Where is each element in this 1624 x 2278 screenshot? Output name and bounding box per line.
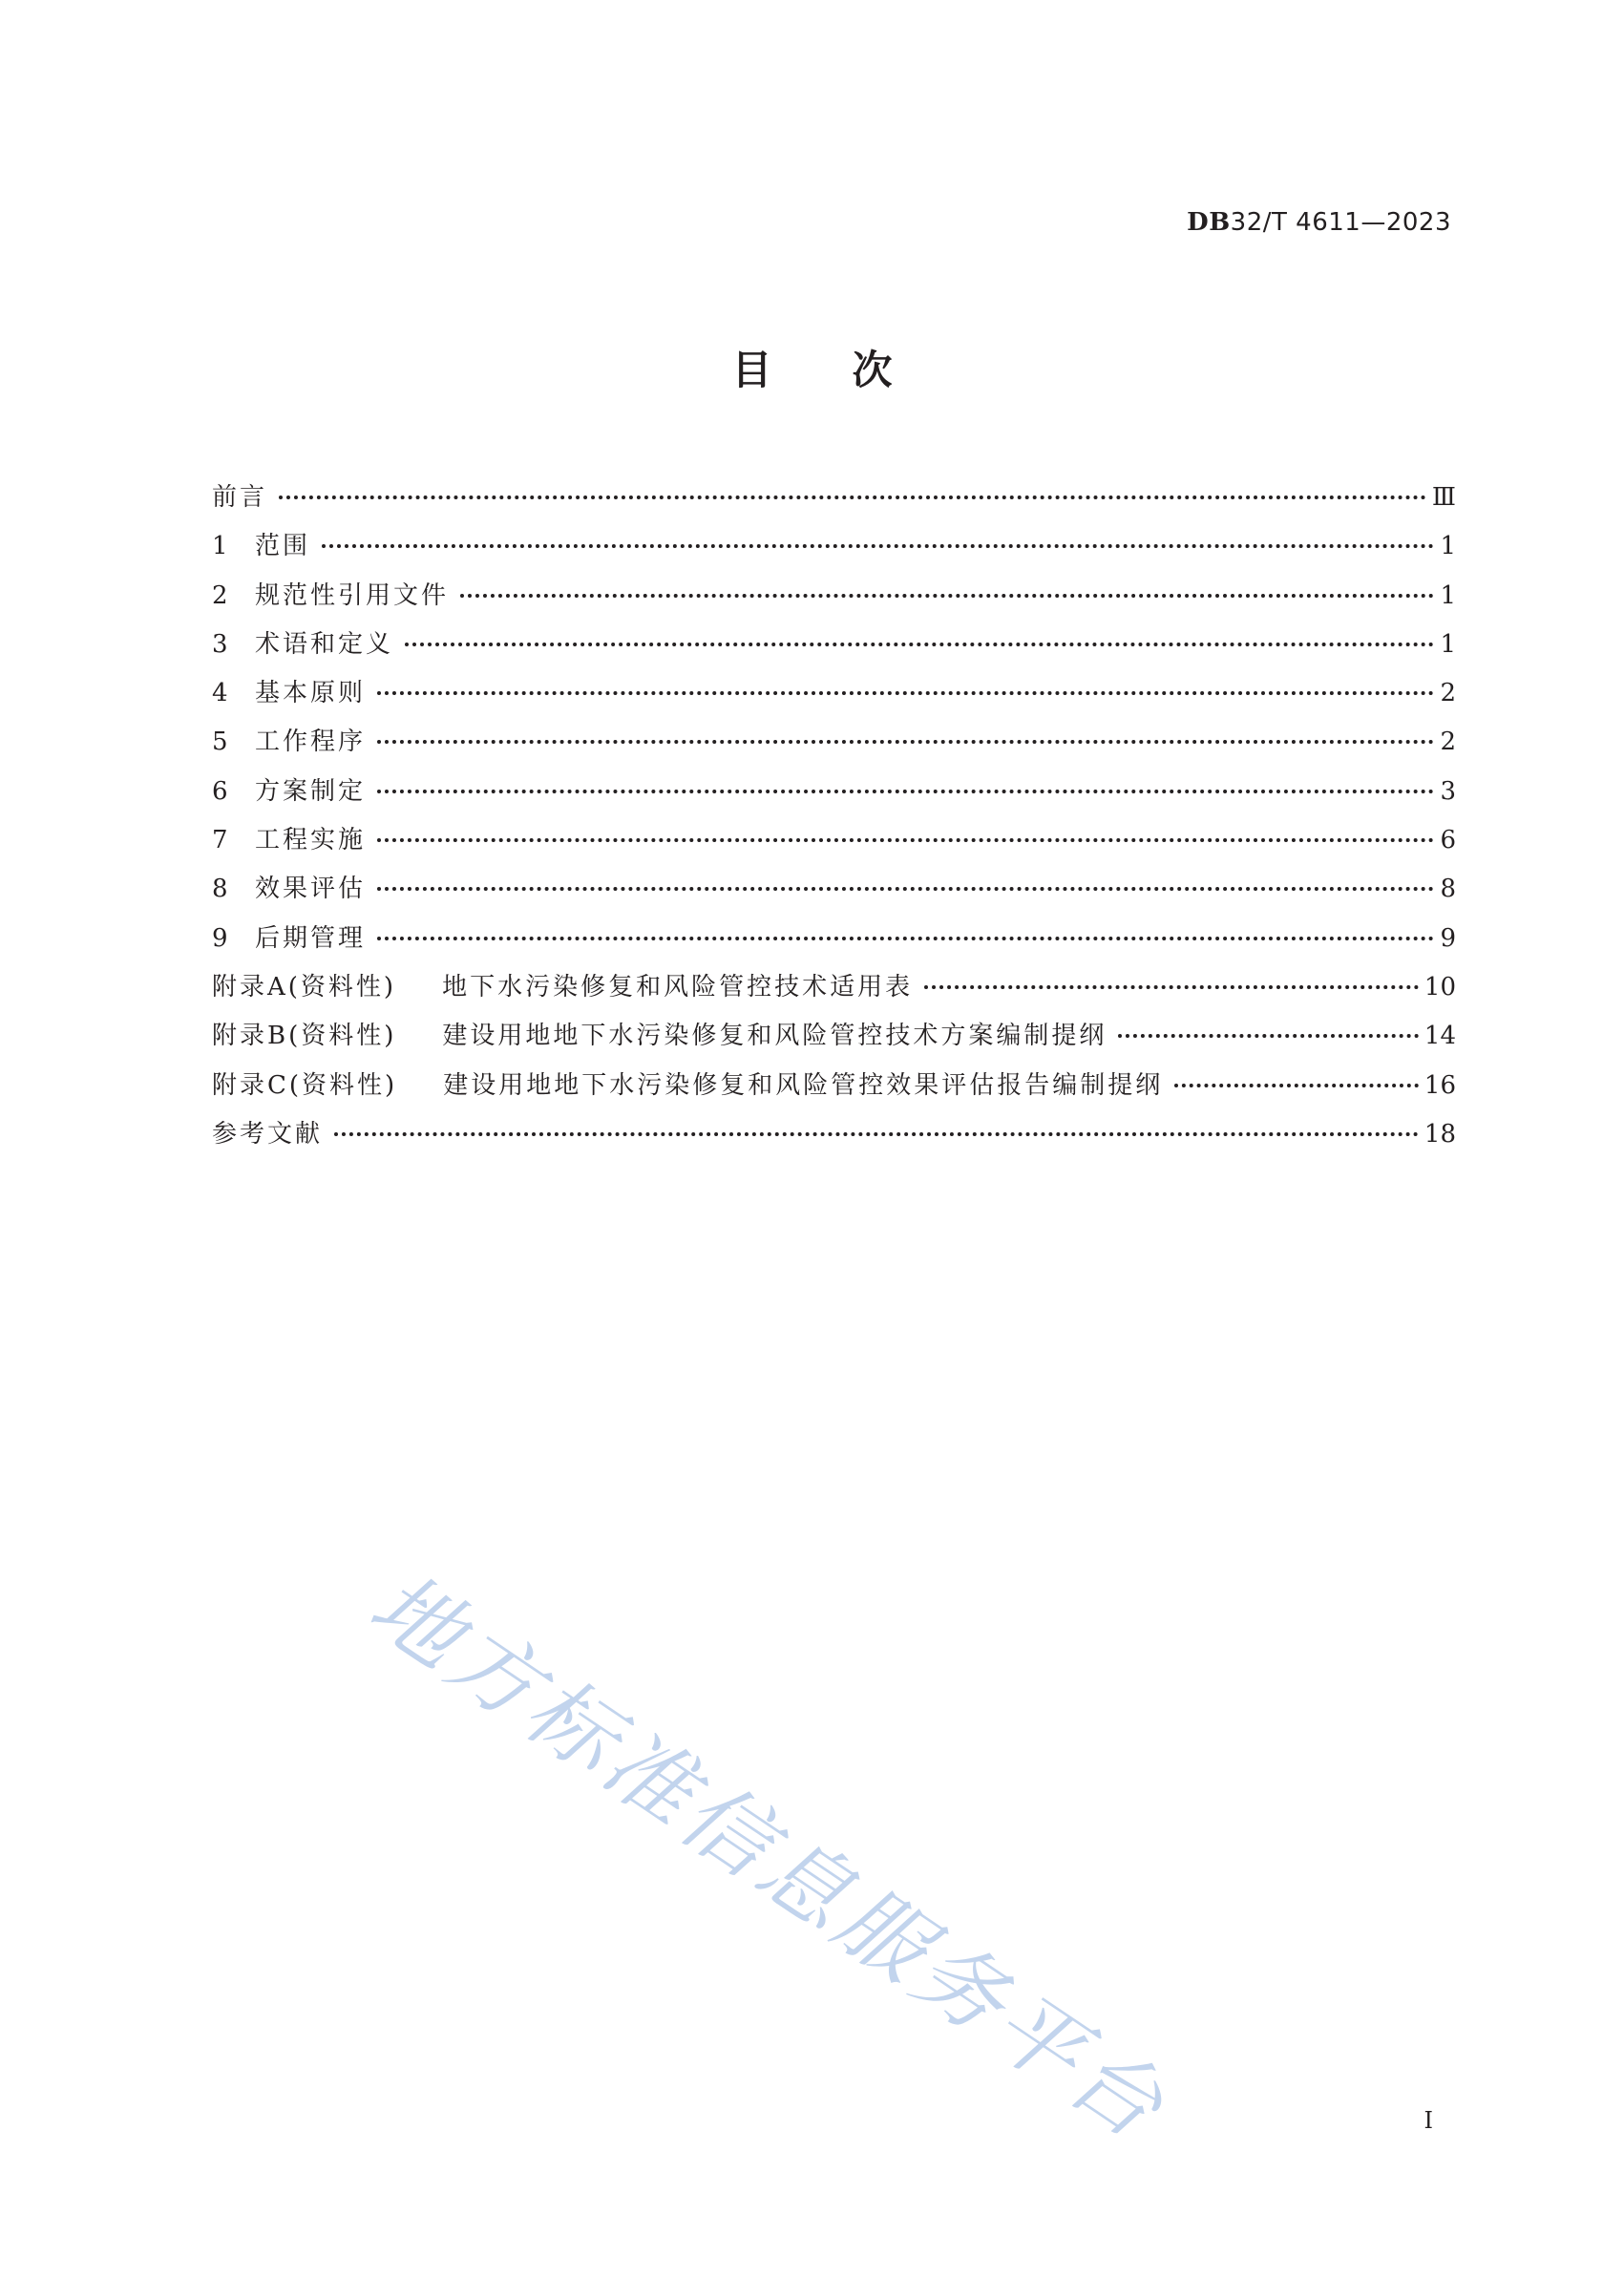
toc-entry[interactable] — [212, 673, 1456, 722]
page-title: 目次 — [731, 347, 973, 393]
toc-entry[interactable] — [212, 526, 1456, 575]
toc-entry-label: 前言 — [212, 483, 268, 512]
toc-entry-number: 4 — [212, 679, 228, 708]
toc-entry[interactable] — [212, 1016, 1456, 1065]
toc-entry-page: 2 — [1440, 679, 1456, 708]
toc-entry-number: 5 — [212, 728, 228, 757]
toc-entry[interactable] — [212, 918, 1456, 967]
toc-entry-label: 后期管理 — [255, 923, 367, 953]
toc-entry-subtitle: 地下水污染修复和风险管控技术适用表 — [442, 972, 914, 1002]
toc-entry[interactable] — [212, 1065, 1456, 1114]
toc-entry-number: 2 — [212, 580, 228, 610]
toc-entry-label: 方案制定 — [255, 776, 367, 806]
toc-entry-label: 附录B(资料性) — [212, 1022, 397, 1051]
toc-leader-dots — [1174, 1084, 1419, 1087]
toc-entry-number: 3 — [212, 629, 228, 659]
toc-entry-label: 工程实施 — [255, 826, 367, 855]
toc-entry[interactable] — [212, 722, 1456, 770]
toc-entry-page: 6 — [1440, 826, 1456, 855]
toc-entry[interactable] — [212, 477, 1456, 526]
toc-entry-label: 规范性引用文件 — [255, 580, 450, 610]
toc-entry-label: 效果评估 — [255, 875, 367, 904]
toc-entry-label: 参考文献 — [212, 1119, 324, 1149]
toc-entry[interactable] — [212, 1114, 1456, 1163]
page-number: I — [1424, 2107, 1433, 2134]
toc-entry-label: 基本原则 — [255, 679, 367, 708]
toc-entry-subtitle: 建设用地地下水污染修复和风险管控效果评估报告编制提纲 — [443, 1070, 1164, 1100]
toc-entry-page: 14 — [1424, 1022, 1456, 1051]
toc-entry-number: 1 — [212, 532, 228, 561]
toc-entry-page: 1 — [1440, 532, 1456, 561]
toc-entry-page: Ⅲ — [1431, 483, 1456, 512]
toc-entry[interactable] — [212, 869, 1456, 918]
toc-entry-label: 工作程序 — [255, 728, 367, 757]
toc-leader-dots — [377, 838, 1434, 842]
toc-entry[interactable] — [212, 576, 1456, 624]
toc-entry[interactable] — [212, 967, 1456, 1016]
toc-entry-number: 9 — [212, 923, 228, 953]
toc-entry-page: 16 — [1424, 1070, 1456, 1100]
toc-leader-dots — [377, 937, 1434, 940]
toc-leader-dots — [377, 790, 1434, 793]
toc-entry-page: 1 — [1440, 580, 1456, 610]
toc-entry-number: 7 — [212, 826, 228, 855]
toc-leader-dots — [405, 643, 1434, 646]
toc-entry-number: 8 — [212, 875, 228, 904]
toc-entry-subtitle: 建设用地地下水污染修复和风险管控技术方案编制提纲 — [442, 1022, 1107, 1051]
toc-entry-label: 术语和定义 — [255, 629, 394, 659]
toc-entry-page: 18 — [1424, 1119, 1456, 1149]
toc-entry-label: 附录C(资料性) — [212, 1070, 398, 1100]
toc-leader-dots — [334, 1132, 1419, 1136]
toc-entry-page: 8 — [1440, 875, 1456, 904]
standard-code — [1187, 208, 1451, 237]
toc-leader-dots — [924, 985, 1419, 989]
toc-entry-page: 3 — [1440, 776, 1456, 806]
toc-entry-page: 1 — [1440, 629, 1456, 659]
toc-entry-page: 9 — [1440, 923, 1456, 953]
toc-leader-dots — [322, 544, 1434, 548]
toc-leader-dots — [460, 594, 1434, 598]
toc-leader-dots — [377, 691, 1434, 695]
toc-entry[interactable] — [212, 820, 1456, 869]
toc-entry-number: 6 — [212, 776, 228, 806]
toc-leader-dots — [279, 496, 1426, 499]
toc-leader-dots — [377, 740, 1434, 744]
toc-entry-page: 10 — [1424, 972, 1456, 1002]
toc-leader-dots — [377, 887, 1434, 891]
table-of-contents — [212, 477, 1456, 1163]
watermark: 地方标准信息服务平台 — [351, 1552, 1186, 2162]
toc-entry[interactable] — [212, 771, 1456, 820]
standard-code-number: 32/T 4611—2023 — [1230, 208, 1451, 237]
toc-entry-label: 范围 — [255, 532, 311, 561]
standard-code-prefix: DB — [1187, 208, 1231, 237]
toc-entry-label: 附录A(资料性) — [212, 972, 397, 1002]
toc-leader-dots — [1118, 1034, 1418, 1038]
toc-entry-page: 2 — [1440, 728, 1456, 757]
toc-entry[interactable] — [212, 624, 1456, 673]
